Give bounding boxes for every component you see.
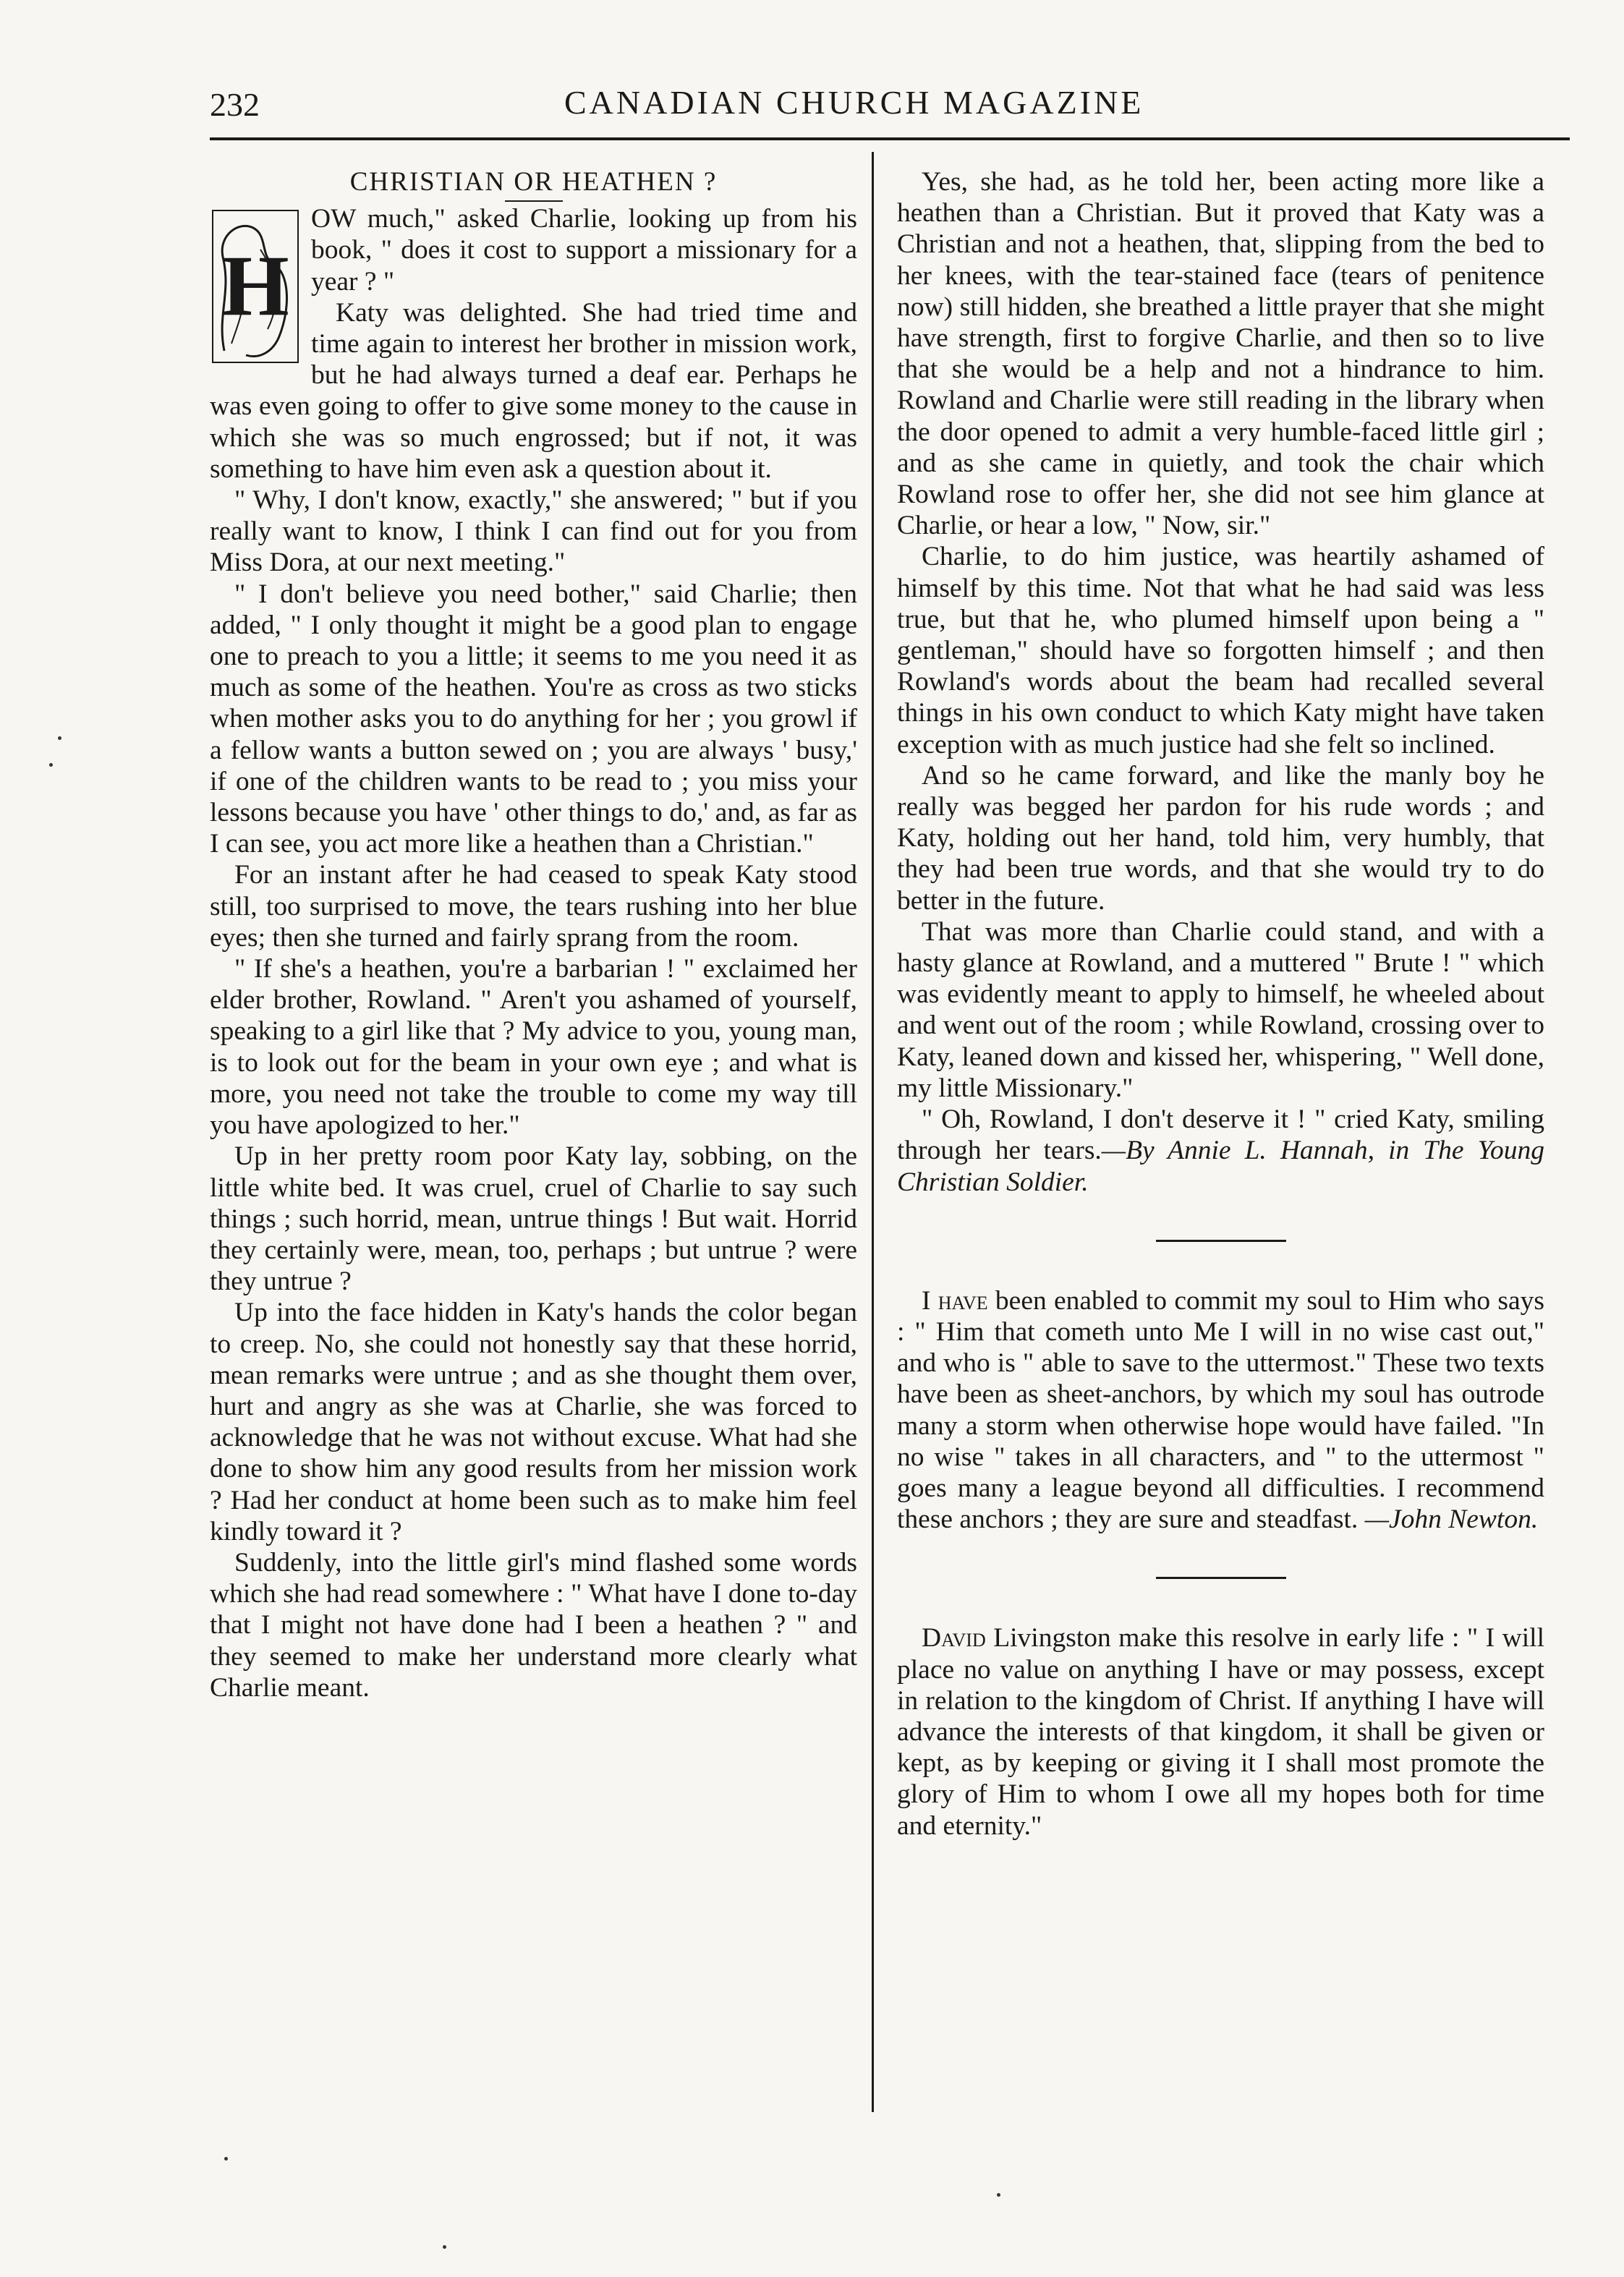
left-column — [210, 166, 857, 1703]
article-paragraph: " If she's a heathen, you're a barbarian ! " exclaimed her elder brother, Rowland. " Aren't you ashamed of yourself, speaking to a girl like that ? My advice to you, young man, is to look out for the beam in your own eye ; and what is more, you need not take the trouble to come my way till you have apologized to her." — [210, 954, 857, 1141]
article-paragraph: That was more than Charlie could stand, and with a hasty glance at Rowland, and a muttered " Brute ! " which was evidently meant to apply to himself, he wheeled about and went out of the room ; while Rowland, crossing over to Katy, leaned down and kissed her, whispering, " Well done, my little Missionary." — [897, 916, 1544, 1103]
closing-text: " Oh, Rowland, I don't deserve it ! " cried Katy, smiling through her tears. — [897, 1105, 1544, 1166]
article-paragraph: " I don't believe you need bother," said Charlie; then added, " I only thought it might be a good plan to engage one to preach to you a little; it seems to me you need it as much as some of the heathen. You're as cross as two sticks when mother asks you to do anything for her ; you growl if a fellow wants a button sewed on ; you are always ' busy,' if one of the children wants to be read to ; you miss your lessons because you have ' other things to do,' and, as far as I can see, you act more like a heathen than a Christian." — [210, 579, 857, 859]
column-divider — [872, 152, 874, 2112]
section-separator — [1156, 1240, 1286, 1242]
newton-attribution: —John Newton. — [1364, 1504, 1539, 1535]
article-paragraph: And so he came forward, and like the manly boy he really was begged her pardon for his rude words ; and Katy, holding out her hand, told him, very humbly, that they had been true words, and that she would try to do better in the future. — [897, 760, 1544, 916]
article-paragraph: Yes, she had, as he told her, been acting more like a heathen than a Christian. But it proved that Katy was a Christian and not a heathen, that, slipping from the bed to her knees, with the tear-stained face (tears of penitence now) still hidden, she breathed a little prayer that she might have strength, first to forgive Charlie, and then so to live that she would be a help and not a hindrance to him. Rowland and Charlie were still reading in the library when the door opened to admit a very humble-faced little girl ; and as she came in quietly, and took the chair which Rowland rose to offer her, she did not see him glance at Charlie, or hear a low, " Now, sir." — [897, 167, 1544, 541]
print-speck — [224, 2157, 228, 2161]
page-number: 232 — [210, 86, 260, 123]
article-paragraph: OW much," asked Charlie, looking up from his book, " does it cost to support a missionary for a year ? " — [311, 204, 857, 297]
print-speck — [49, 763, 53, 767]
drop-cap-ornament — [210, 206, 301, 367]
article-paragraph: For an instant after he had ceased to speak Katy stood still, too surprised to move, the tears rushing into her blue eyes; then she turned and fairly sprang from the room. — [210, 860, 857, 953]
newton-quote — [897, 1285, 1544, 1536]
article-paragraph: Up into the face hidden in Katy's hands the color began to creep. No, she could not honestly say that these horrid, mean remarks were untrue ; and as she thought them over, hurt and angry as she was at Charlie, she was forced to acknowledge that he was not without excuse. What had she done to show him any good results from her mission work ? Had her conduct at home been such as to make him feel kindly toward it ? — [210, 1298, 857, 1546]
article-paragraph: Katy was delighted. She had tried time and time again to interest her brother in mission work, but he had always turned a deaf ear. Perhaps he was even going to offer to give some money to the cause in which she was so much engrossed; but if not, it was something to have him even ask a question about it. — [210, 297, 857, 484]
article-attribution: —By Annie L. Hannah, in The Young Christian Soldier. — [897, 1136, 1544, 1197]
article-closing-paragraph — [897, 1104, 1544, 1198]
svg-text:H: H — [221, 237, 289, 334]
running-title: CANADIAN CHURCH MAGAZINE — [564, 84, 1144, 121]
print-speck — [58, 736, 61, 740]
article-paragraph: Charlie, to do him justice, was heartily ashamed of himself by this time. Not that what he had said was less true, but that he, who plumed himself upon being a " gentleman," should have so forgotten himself ; and then Rowland's words about the beam had recalled several things in his own conduct to which Katy might have taken exception with as much justice had she felt so inclined. — [897, 542, 1544, 759]
article-title: CHRISTIAN OR HEATHEN ? — [349, 167, 718, 197]
article-paragraph: Suddenly, into the little girl's mind flashed some words which she had read somewhere : " What have I done to-day that I might not have done had I been a heathen ? " and they seemed to make her understand more clearly what Charlie meant. — [210, 1547, 857, 1703]
title-rule — [505, 200, 563, 202]
section-separator — [1156, 1577, 1286, 1579]
article-paragraph: " Why, I don't know, exactly," she answered; " but if you really want to know, I think I can find out for you from Miss Dora, at our next meeting." — [210, 485, 857, 578]
newton-quote-body: been enabled to commit my soul to Him who says : " Him that cometh unto Me I will in no wise cast out," and who is " able to save to the uttermost." These two texts have been as sheet-anchors, by which my soul has outrode many a storm when otherwise hope would have failed. "In no wise " takes in all characters, and " to the uttermost " goes many a league beyond all difficulties. I recommend these anchors ; they are sure and steadfast. — [897, 1285, 1544, 1535]
livingston-quote-lead: David — [922, 1623, 986, 1654]
livingston-quote-body: Livingston make this resolve in early life : " I will place no value on anything I have or may possess, except in relation to the kingdom of Christ. If anything I have will advance the interests of that kingdom, it shall be given or kept, as by keeping or giving it I shall most promote the glory of Him to whom I owe all my hopes both for time and eternity." — [897, 1623, 1544, 1841]
article-paragraph: Up in her pretty room poor Katy lay, sobbing, on the little white bed. It was cruel, cruel of Charlie to say such things ; such horrid, mean, untrue things ! But wait. Horrid they certainly were, mean, too, perhaps ; but untrue ? were they untrue ? — [210, 1141, 857, 1297]
newton-quote-lead: I have — [922, 1285, 988, 1316]
livingston-quote — [897, 1622, 1544, 1841]
right-column — [897, 166, 1544, 1842]
header-rule — [210, 137, 1570, 140]
print-speck — [997, 2193, 1000, 2197]
print-speck — [443, 2245, 446, 2249]
